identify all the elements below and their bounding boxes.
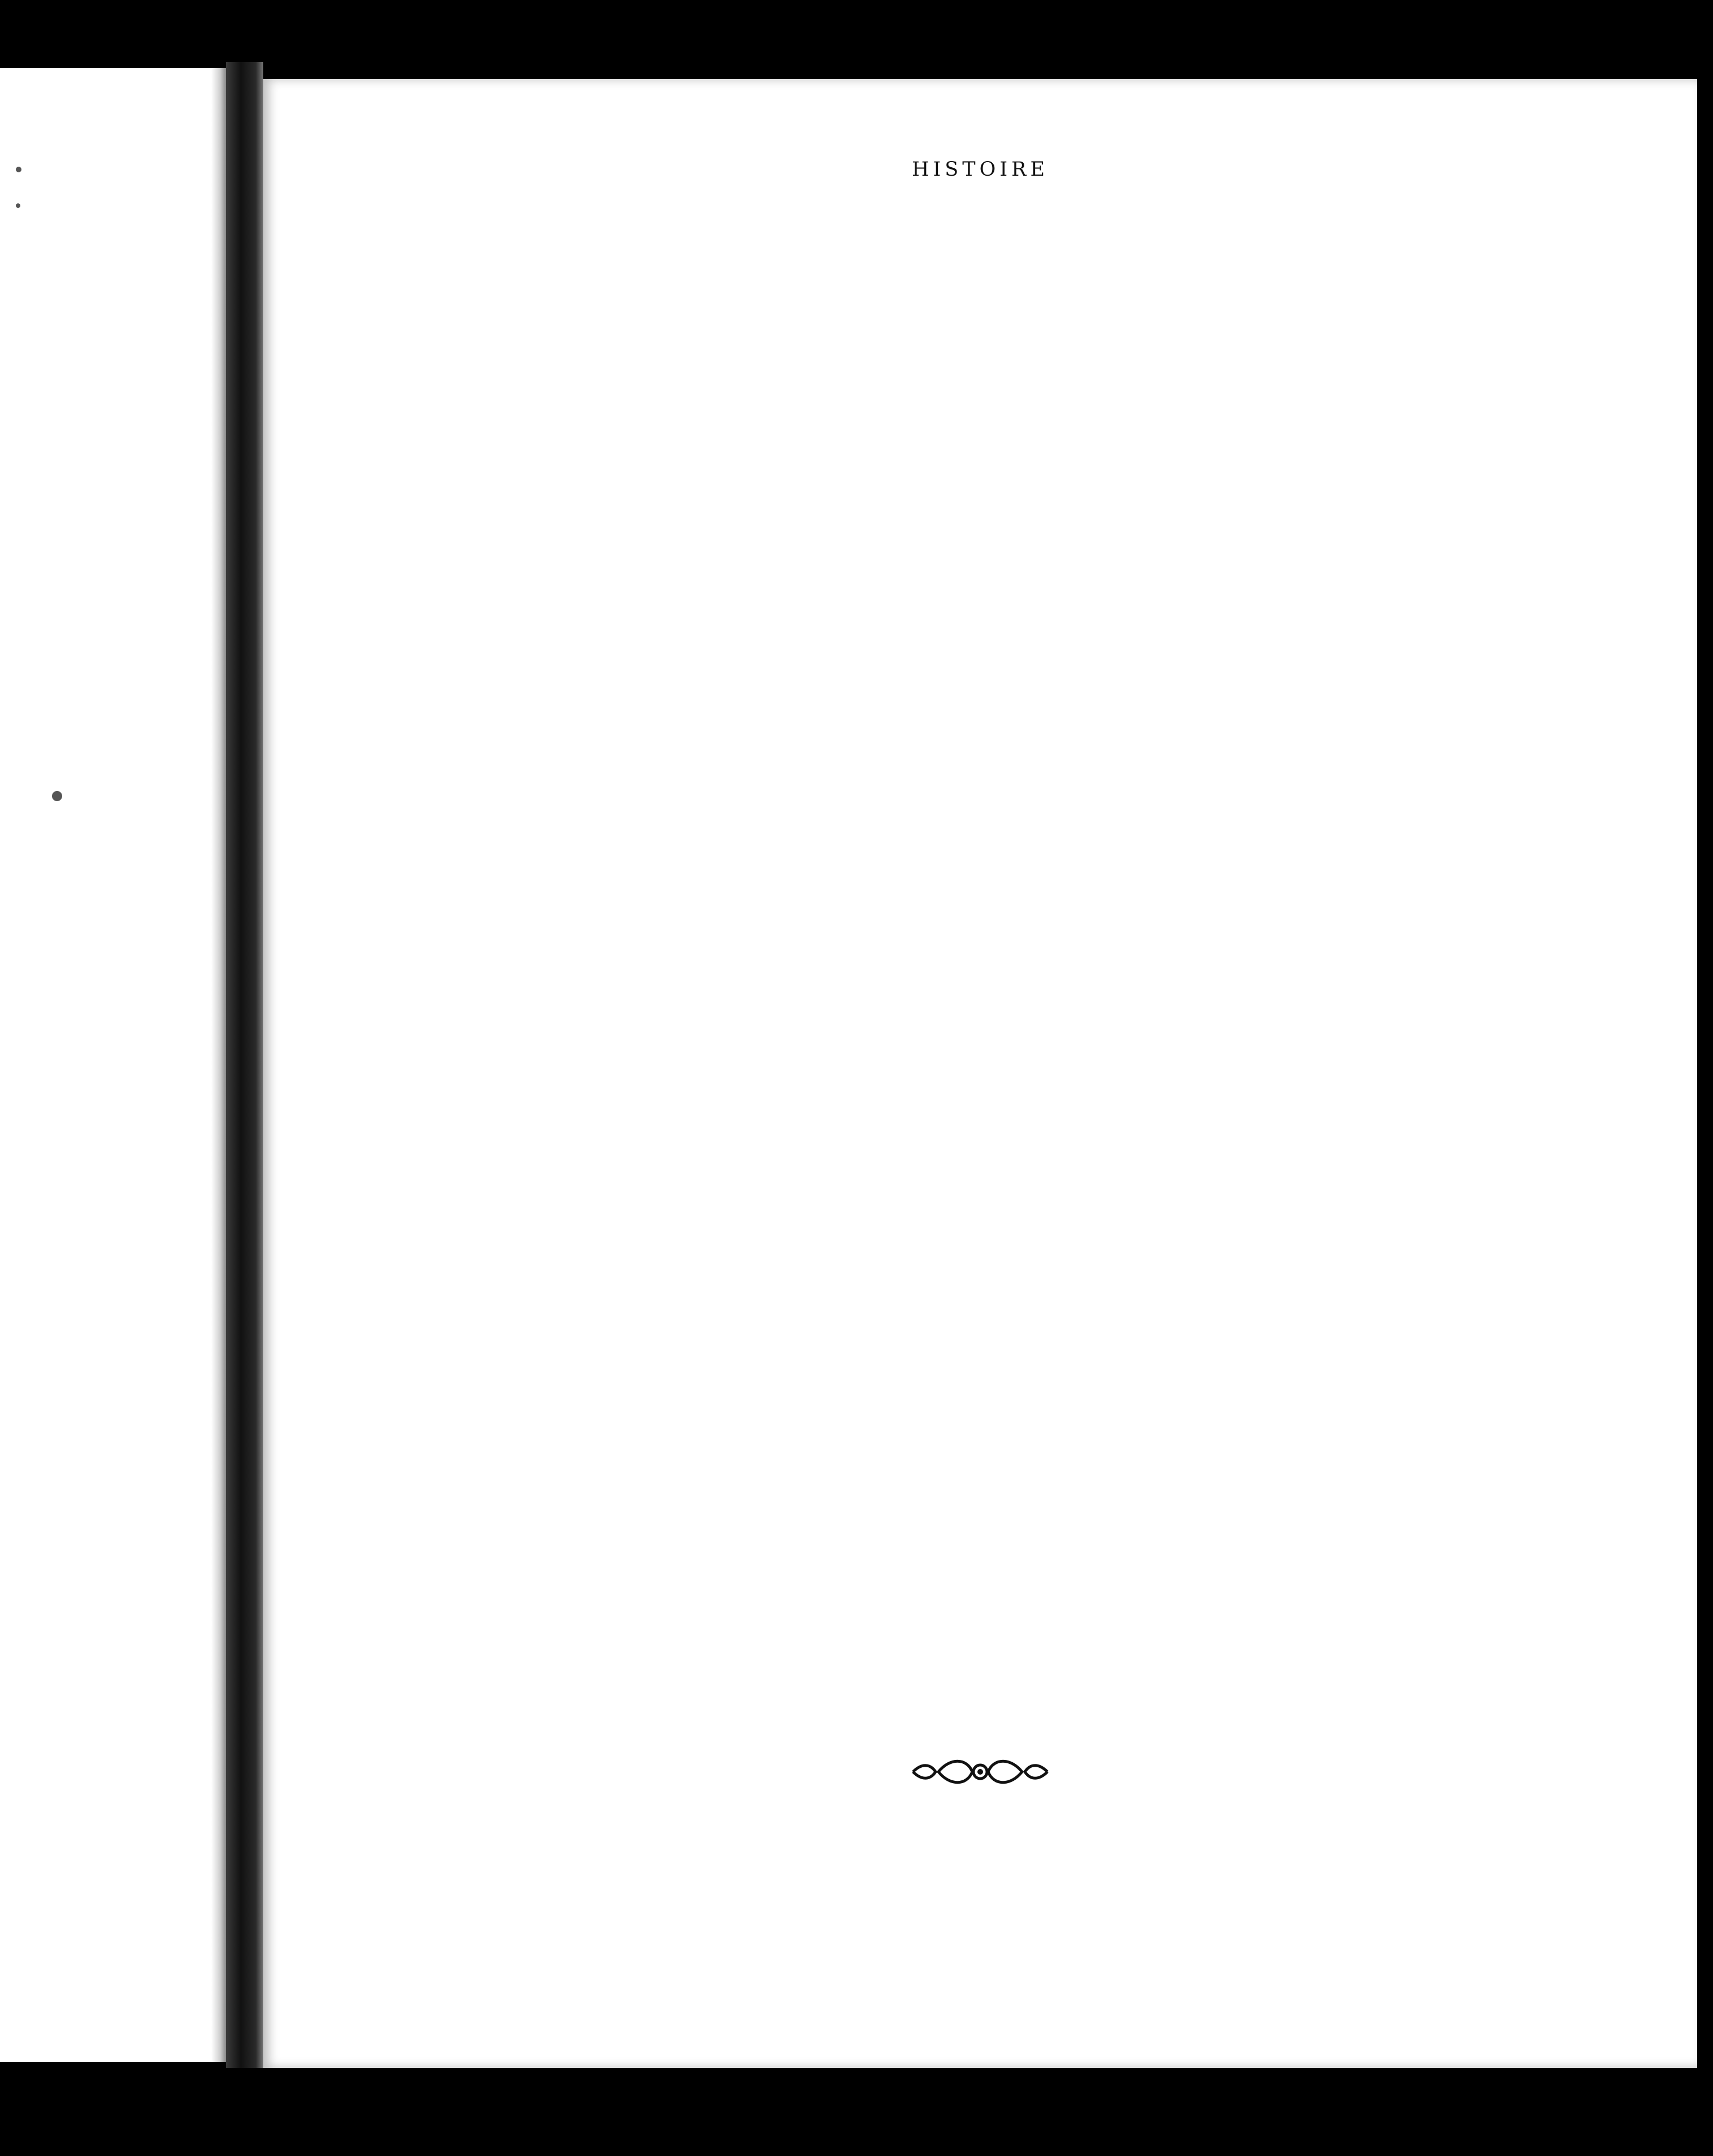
book-gutter [226, 62, 263, 2068]
title-histoire: HISTOIRE [911, 158, 1049, 181]
fleuron-ornament-icon [263, 1755, 1697, 1789]
ink-speck [52, 791, 62, 801]
left-page-edge [0, 68, 226, 2062]
title-page [263, 79, 1697, 2068]
ink-speck [16, 167, 21, 172]
ink-speck [16, 203, 20, 208]
left-page-fold [211, 68, 226, 2062]
